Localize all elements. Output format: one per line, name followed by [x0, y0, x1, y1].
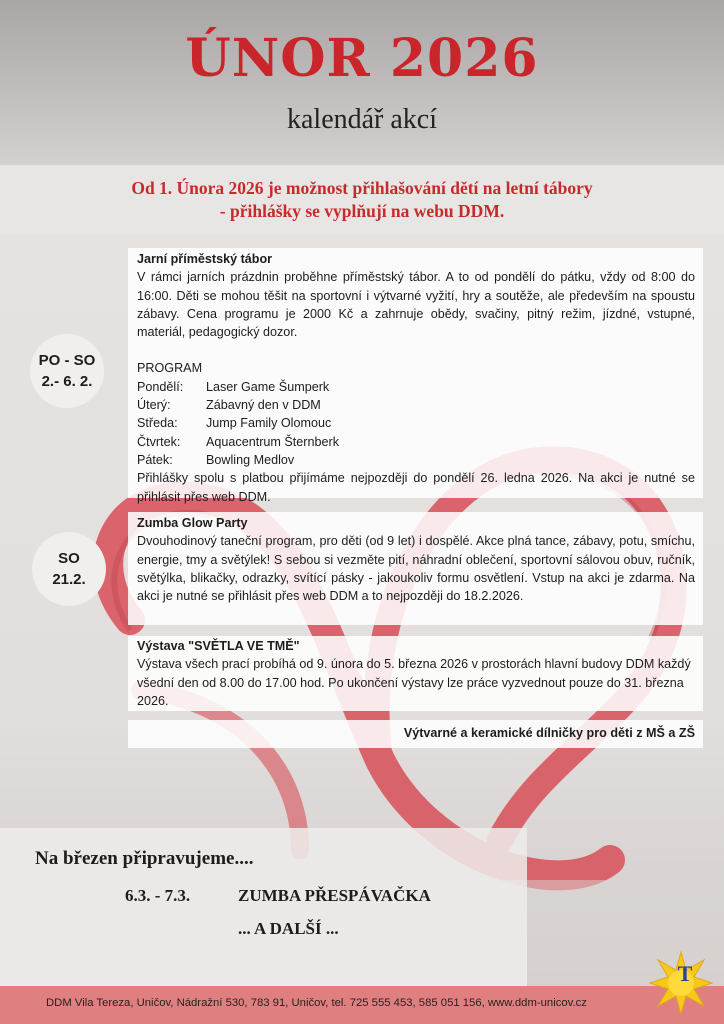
march-more: ... A DALŠÍ ...	[238, 919, 339, 938]
event-description: Dvouhodinový taneční program, pro děti (od 9 let) i dospělé. Akce plná tance, zábavy, potu, smíchu, energie, tmy a světýlek! S sebou si vezměte pití, náhradní oblečení, sportovní sálovou obuv, ručník, světýlka, blikačky, odrazky, svítící pásky - jakoukoliv formu osvětlení. Vstup na akci je zdarma. Na akci je nutné se přihlásit přes web DDM a to nejpozději do 18.2.2026.	[137, 534, 695, 604]
date-badge: PO - SO 2.- 6. 2.	[30, 334, 104, 408]
event-title: Zumba Glow Party	[137, 516, 248, 530]
footer-contact: DDM Vila Tereza, Uničov, Nádražní 530, 783 91, Uničov, tel. 725 555 453, 585 051 156, www.ddm-unicov.cz	[46, 997, 587, 1009]
march-title: Na březen připravujeme....	[35, 848, 254, 869]
sun-logo-icon	[648, 950, 714, 1016]
event-panel-zumba	[128, 512, 703, 625]
event-panel-workshops	[128, 720, 703, 748]
program-row: Pondělí: Laser Game Šumperk	[137, 379, 330, 394]
event-note: Přihlášky spolu s platbou přijímáme nejpozději do pondělí 26. ledna 2026. Na akci je nutné se přihlásit přes web DDM.	[137, 471, 695, 504]
notice-line-2: - přihlášky se vyplňují na webu DDM.	[219, 201, 505, 221]
program-row: Pátek: Bowling Medlov	[137, 452, 295, 467]
march-preview	[0, 828, 527, 986]
date-badge: SO 21.2.	[32, 532, 106, 606]
event-title: Jarní příměstský tábor	[137, 252, 273, 266]
event-description: Výstava všech prací probíhá od 9. února do 5. března 2026 v prostorách hlavní budovy DDM každý všední den od 8.00 do 17.00 hod. Po ukončení výstavy lze práce vyzvednout pouze do 31. března 2026.	[137, 657, 691, 708]
page-subtitle: kalendář akcí	[286, 104, 438, 135]
logo-letter: T	[677, 961, 693, 986]
program-row: Čtvrtek: Aquacentrum Šternberk	[137, 434, 340, 449]
march-event: ZUMBA PŘESPÁVAČKA	[238, 886, 431, 905]
event-description: V rámci jarních prázdnin proběhne příměstský tábor. A to od pondělí do pátku, vždy od 8:00 do 16:00. Děti se mohou těšit na sportovní i výtvarné vyžití, hry a soutěže, ale především na spoustu zábavy. Cena programu je 2000 Kč a zahrnuje obědy, svačiny, pitný režim, jízdné, vstupné, materiál, pedagogický dozor.	[137, 270, 695, 340]
program-row: Úterý: Zábavný den v DDM	[137, 398, 321, 413]
event-panel-exhibition	[128, 636, 703, 711]
program-row: Středa: Jump Family Olomouc	[137, 416, 332, 431]
event-panel-camp	[128, 248, 703, 504]
march-date: 6.3. - 7.3.	[125, 886, 191, 905]
page-title: ÚNOR 2026	[185, 28, 539, 89]
notice-line-1: Od 1. Února 2026 je možnost přihlašování dětí na letní tábory	[131, 178, 593, 198]
event-title: Výstava "SVĚTLA VE TMĚ"	[137, 639, 300, 653]
program-label: PROGRAM	[137, 361, 203, 376]
footer	[0, 986, 724, 1024]
notice-banner	[0, 166, 724, 234]
event-title: Výtvarné a keramické dílničky pro děti z MŠ a ZŠ	[403, 726, 695, 740]
